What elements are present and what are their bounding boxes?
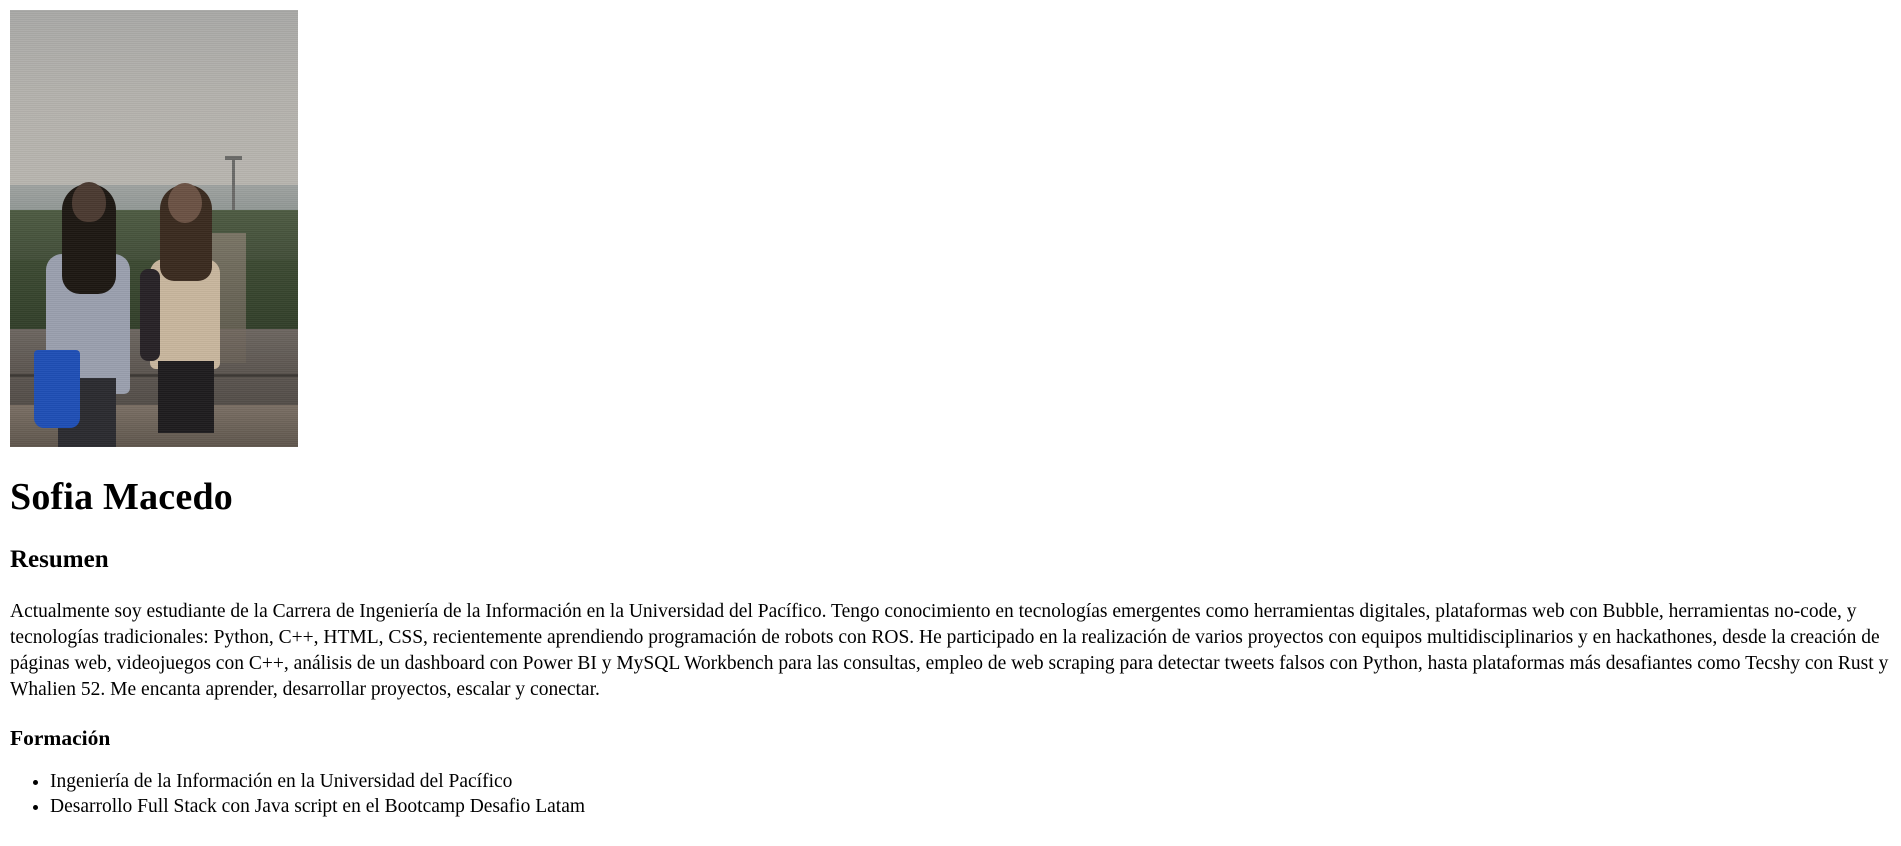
photo-person-right-arm: [140, 269, 160, 361]
list-item: • Desarrollo Full Stack con Java script en el Bootcamp Desafio Latam: [50, 794, 1891, 820]
photo-person-left-head: [72, 182, 106, 222]
photo-person-left: [36, 182, 140, 447]
formacion-list: [10, 769, 1891, 821]
section-heading-resumen: Resumen: [10, 546, 109, 574]
photo-person-left-bag: [34, 350, 80, 428]
section-heading-formacion: Formación: [10, 725, 111, 750]
photo-person-right-legs: [158, 361, 214, 433]
profile-photo: [10, 10, 298, 447]
photo-sky: [10, 10, 298, 205]
photo-person-right: [138, 183, 234, 431]
list-item: • Ingeniería de la Información en la Universidad del Pacífico: [50, 769, 1891, 795]
page-title: Sofia Macedo: [10, 476, 233, 518]
resumen-paragraph: Actualmente soy estudiante de la Carrera de Ingeniería de la Información en la Universidad del Pacífico. Tengo conocimiento en tecnologías emergentes como herramientas digitales, plataformas web con Bubble, herramientas no-code, y tecnologías tradicionales: Python, C++, HTML, CSS, recientemente aprendiendo programación de robots con ROS. He participado en la realización de varios proyectos con equipos multidisciplinarios y en hackathones, desde la creación de páginas web, videojuegos con C++, análisis de un dashboard con Power BI y MySQL Workbench para las consultas, empleo de web scraping para detectar tweets falsos con Python, hasta plataformas más desafiantes como Tecshy con Rust y Whalien 52. Me encanta aprender, desarrollar proyectos, escalar y conectar.: [10, 600, 1889, 700]
photo-person-right-head: [168, 183, 202, 223]
